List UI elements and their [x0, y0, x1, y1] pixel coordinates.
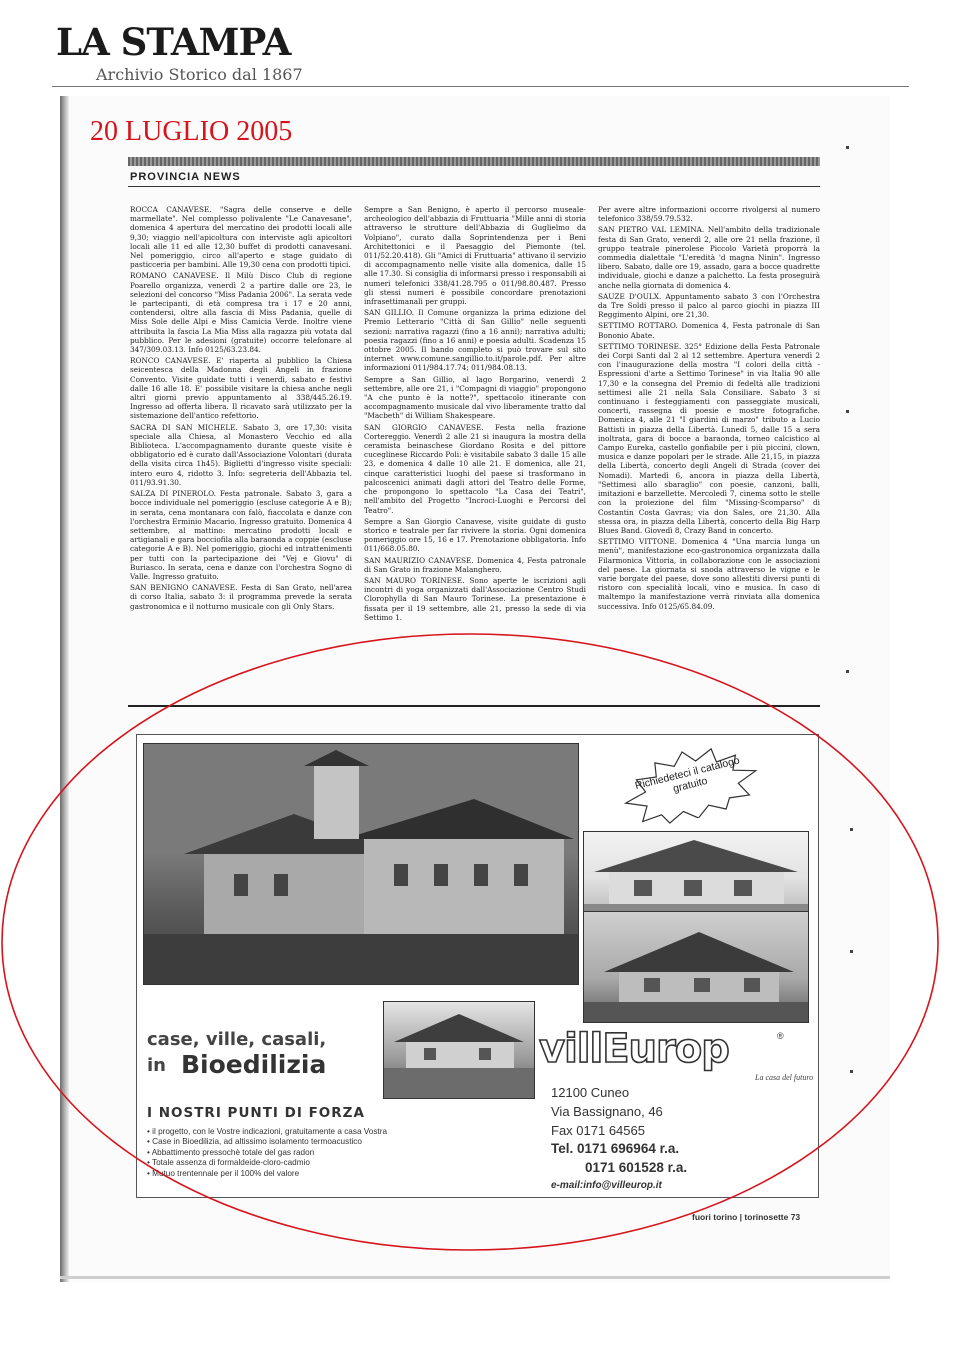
- strength-item: • Totale assenza di formaldeide-cloro-cadmio: [147, 1158, 487, 1168]
- ad-photo-main-villa: [143, 743, 579, 985]
- article-paragraph: Sempre a San Benigno, è aperto il percorso museale-archeologico dell'abbazia di Fruttuaria "Mille anni di storia attraverso le strutture dell'Abbazia di Guglielmo da Volpiano", curato dalla Soprintendenza per i Beni Architettonici e il Paesaggio del Piemonte (tel. 011/52.20.418). Gli "Amici di Fruttuaria" attivano il servizio di accompagnamento nelle visite alla domenica, dalle 15 alle 17.30. Si consiglia di informarsi presso i responsabili ai numeri telefonici 338/41.28.795 o 011/98.80.487. Presso gli stessi numeri è possibile concordare prenotazioni infrasettimanali per gruppi.: [364, 205, 586, 307]
- brand-tagline: La casa del futuro: [755, 1073, 814, 1082]
- article-paragraph: SETTIMO TORINESE. 325° Edizione della Festa Patronale dei Corpi Santi dal 2 al 12 settembre. Apertura venerdì 2 con l'inaugurazione della mostra "I colori della città - Espressioni d'arte a Settimo Torinese" in via Italia 90 alle 17,30 e la consegna del Premio di fedeltà alle tradizioni settimesi alle 21 nella Sala Consiliare. Sabato 3 si continuano i festeggiamenti con passeggiate musicali, concerti, rassegna di poesie e mostre fotografiche. Domenica 4, alle 21 "I giardini di marzo" tributo a Lucio Battisti in piazza della Libertà. Lunedì 5, dalle 15 a sera inoltrata, gara di bocce a baraonda, torneo calcistico al Campo Eureka, castello gonfiabile per i più piccini, clown, musica e danze popolari per le strade. Alle 21,15, in piazza della Libertà, concerto degli Angeli di Strada (cover dei Nomadi). Martedì 6, ancora in piazza della Libertà, "Settimesi allo sbaraglio" con poesie, canzoni, balli, imitazioni e barzellette. Mercoledì 7, cinema sotto le stelle con la proiezione del film "Missing-Scomparso" di Costantin Costa Gavras; via don Sales, ore 21,30. Alla stessa ora, in piazza della Libertà, concerto della Big Harp Blues Band. Giovedì 8, Crazy Band in concerto.: [598, 341, 820, 535]
- fax-number: Fax 0171 64565: [551, 1123, 645, 1138]
- article-column-3: [598, 205, 820, 683]
- ad-photo-house: [583, 911, 809, 1023]
- bungalow-illustration: [584, 832, 808, 912]
- article-paragraph: ROCCA CANAVESE. "Sagra delle conserve e delle marmellate". Nel complesso polivalente "Le Canavesane", domenica 4 apertura del mercatino dei prodotti locali alle 9,30; viaggio nell'apicoltura con interviste agli apicoltori locali alle 11 ed alle 12,30 buffet di prodotti canavesani. Nel pomeriggio, circo all'aperto e stage guidato di pasticceria per bambini. Alle 19,30 cena con prodotti tipici.: [130, 205, 352, 270]
- strength-item: • Mutuo trentennale per il 100% del valore: [147, 1169, 487, 1179]
- advertisement-box: [136, 734, 819, 1198]
- article-paragraph: Sempre a San Giorgio Canavese, visite guidate di gusto storico e teatrale per far rivivere la storia. Ogni domenica pomeriggio ore 15, 16 e 17. Prenotazione obbligatoria. Info 011/668.05.80.: [364, 516, 586, 554]
- article-paragraph: SAN GIORGIO CANAVESE. Festa nella frazione Cortereggio. Venerdì 2 alle 21 si inaugura la mostra della ceramista beinaschese Giordano Rosita e del pittore cuceglinese Riccardo Poli: è visitabile sabato 3 dalle 15 alle 23, e domenica 4 dalle 10 alle 21. E domenica, alle 21, cinque caratteristici luoghi del paese si trasformano in palcoscenici animati dagli attori del Teatro delle Forme, che propongono lo spettacolo "La Casa dei Teatri", nell'ambito del Progetto "Incroci-Luoghi e Percorsi del Teatro".: [364, 422, 586, 515]
- brand-registered-mark: ®: [777, 1031, 784, 1041]
- article-column-2: [364, 205, 586, 683]
- article-paragraph: SAN MAURIZIO CANAVESE. Domenica 4, Festa patronale di San Grato in frazione Malanghero.: [364, 555, 586, 574]
- article-paragraph: SALZA DI PINEROLO. Festa patronale. Sabato 3, gara a bocce individuale nel pomeriggio (escluse categorie A e B); in serata, cena montanara con falò, fiaccolata e danze con l'orchestra Erminio Macario. Ingresso gratuito. Domenica 4 settembre, al mattino: mercatino prodotti locali e artigianali e gara bocciofila alla baraonda a coppie (escluse categorie A e B). Nel pomeriggio, giochi ed intrattenimenti per tutti con la partecipazione dei "Vej e Giovu" di Buriasco. In serata, cena e danze con l'orchestra Sogno di Valle. Ingresso gratuito.: [130, 489, 352, 581]
- house-illustration: [584, 912, 808, 1022]
- page-bottom-edge: [60, 1276, 890, 1279]
- ad-photo-pool-house: [383, 1001, 535, 1099]
- article-paragraph: Sempre a San Gillio, al lago Borgarino, venerdì 2 settembre, alle ore 21, i "Compagni di viaggio" propongono "A che punto è la notte?", spettacolo itinerante con accompagnamento musicale dal vivo liberamente tratto dal "Macbeth" di William Shakespeare.: [364, 374, 586, 421]
- address-city: 12100 Cuneo: [551, 1085, 630, 1100]
- scan-speck: [846, 670, 849, 673]
- strength-item: • Case in Bioedilizia, ad altissimo isolamento termoacustico: [147, 1137, 487, 1147]
- article-paragraph: SACRA DI SAN MICHELE. Sabato 3, ore 17,30: visita speciale alla Chiesa, al Monastero Vecchio ed alla Biblioteca. L'accompagnamento durante queste visite è obbligatorio ed è curato dall'Associazione Volontari (durata della visita circa 1h45). Biglietti d'ingresso visite speciali: intero euro 4, ridotto 3. Info: segreteria dell'Abbazia tel. 011/93.91.30.: [130, 422, 352, 487]
- section-title: PROVINCIA NEWS: [130, 171, 241, 183]
- article-paragraph: SETTIMO ROTTARO. Domenica 4, Festa patronale di San Bononio Abate.: [598, 321, 820, 340]
- scan-speck: [846, 410, 849, 413]
- ad-headline-in: in: [147, 1055, 166, 1076]
- badge-text: Richiedeteci il catalogo gratuito: [633, 754, 741, 796]
- scan-speck: [850, 1070, 853, 1073]
- phone-number-1: Tel. 0171 696964 r.a.: [551, 1141, 680, 1156]
- pool-house-illustration: [384, 1002, 534, 1098]
- article-paragraph: RONCO CANAVESE. E' riaperta al pubblico la Chiesa seicentesca della Madonna degli Angeli in frazione Convento. Visite guidate tutti i venerdì, sabato e festivi dalle 16 alle 18. E' possibile visitare la chiesa anche negli altri giorni previo appuntamento al 338/445.26.19. Ingresso ad offerta libera. Il ricavato sarà utilizzato per la sistemazione dell'antico refettorio.: [130, 356, 352, 421]
- article-column-1: [130, 205, 352, 683]
- date-stamp: 20 LUGLIO 2005: [90, 116, 293, 147]
- page-binding-shadow: [60, 96, 69, 1282]
- page-footer: fuori torino | torinosette 73: [692, 1212, 801, 1222]
- article-paragraph: ROMANO CANAVESE. Il Milù Disco Club di regione Poarello organizza, venerdì 2 a partire dalle ore 23, le selezioni del concorso "Miss Padania 2006". La serata vede le partecipanti, di età compresa tra i 17 e 20 anni, contendersi, oltre alla fascia di Miss Padania, quelle di Miss Sole delle Alpi e Miss Camicia Verde. Inoltre viene attribuita la fascia La Mia Miss alla ragazza più votata dal pubblico. Per le adesioni (gratuite) occorre telefonare al 347/309.03.13. Info 0125/63.23.84.: [130, 271, 352, 355]
- masthead-divider: [52, 86, 909, 87]
- strength-item: • Abbattimento pressochè totale del gas radon: [147, 1148, 487, 1158]
- article-paragraph: SAN BENIGNO CANAVESE. Festa di San Grato, nell'area di corso Italia, sabato 3: il programma prevede la serata gastronomica e il notturno musicale con gli Only Stars.: [130, 583, 352, 611]
- article-paragraph: SETTIMO VITTONE. Domenica 4 "Una marcia lunga un menù", manifestazione eco-gastronomica organizzata dalla Filarmonica Vittoria, in collaborazione con le associazioni del paese. La giornata si snoda attraverso le vigne e le varie borgate del paese, dove sono allestiti diversi punti di ristoro con specialità locali, vino e musica. In caso di maltempo la manifestazione verrà rinviata alla domenica successiva. Info 0125/65.84.09.: [598, 537, 820, 611]
- section-header-bar: [128, 157, 820, 166]
- phone-number-2: 0171 601528 r.a.: [585, 1160, 688, 1175]
- scan-speck: [846, 146, 849, 149]
- email-address: e-mail:info@villeurop.it: [551, 1180, 662, 1191]
- brand-logo: villEurop: [539, 1026, 729, 1072]
- scan-speck: [850, 950, 853, 953]
- ad-headline-bioedilizia: Bioedilizia: [181, 1050, 327, 1079]
- masthead-logo: LA STAMPA: [56, 20, 291, 64]
- articles-bottom-rule: [128, 705, 820, 707]
- article-paragraph: SAN PIETRO VAL LEMINA. Nell'ambito della tradizionale festa di San Grato, venerdì 2, alle ore 21 nella frazione, il gruppo teatrale pinerolese Piccolo Varietà proporrà la commedia dialettale "L'eredità 'd magna Ninin". Ingresso libero. Sabato, dalle ore 19, assado, gara a bocce quadrette individuale, giochi e danze a palchetto. La festa proseguirà anche nella giornata di domenica 4.: [598, 225, 820, 290]
- masthead-subtitle: Archivio Storico dal 1867: [96, 65, 303, 84]
- scan-speck: [850, 828, 853, 831]
- strengths-title: I NOSTRI PUNTI DI FORZA: [147, 1105, 365, 1121]
- strength-item: • il progetto, con le Vostre indicazioni, gratuitamente a casa Vostra: [147, 1127, 487, 1137]
- article-paragraph: SAUZE D'OULX. Appuntamento sabato 3 con l'Orchestra da Tre Soldi presso il palco al parco giochi in piazza III Reggimento Alpini, ore 21,30.: [598, 291, 820, 320]
- catalog-badge: [609, 734, 771, 836]
- article-paragraph: SAN MAURO TORINESE. Sono aperte le iscrizioni agli incontri di yoga organizzati dall'Associazione Centro Studi Clorophylla di San Mauro Torinese. La presentazione è fissata per il 19 settembre, alle 21, presso la sede di via Settimo 1.: [364, 575, 586, 622]
- ad-headline: case, ville, casali,: [147, 1029, 327, 1050]
- strengths-list: [147, 1127, 487, 1179]
- article-paragraph: SAN GILLIO. Il Comune organizza la prima edizione del Premio Letterario "Città di San Gillio" nelle seguenti sezioni: narrativa ragazzi (fino a 16 anni); narrativa adulti; poesia ragazzi (fino a 16 anni) e poesia adulti. Scadenza 15 ottobre 2005. Il bando completo si può trovare sul sito internet www.comune.sangillio.to.it/parole.pdf. Per altre informazioni 011/984.17.74; 011/984.08.13.: [364, 308, 586, 373]
- address-street: Via Bassignano, 46: [551, 1104, 663, 1119]
- section-divider: [128, 186, 820, 187]
- villa-illustration: [144, 744, 578, 984]
- article-paragraph: Per avere altre informazioni occorre rivolgersi al numero telefonico 338/59.79.532.: [598, 205, 820, 224]
